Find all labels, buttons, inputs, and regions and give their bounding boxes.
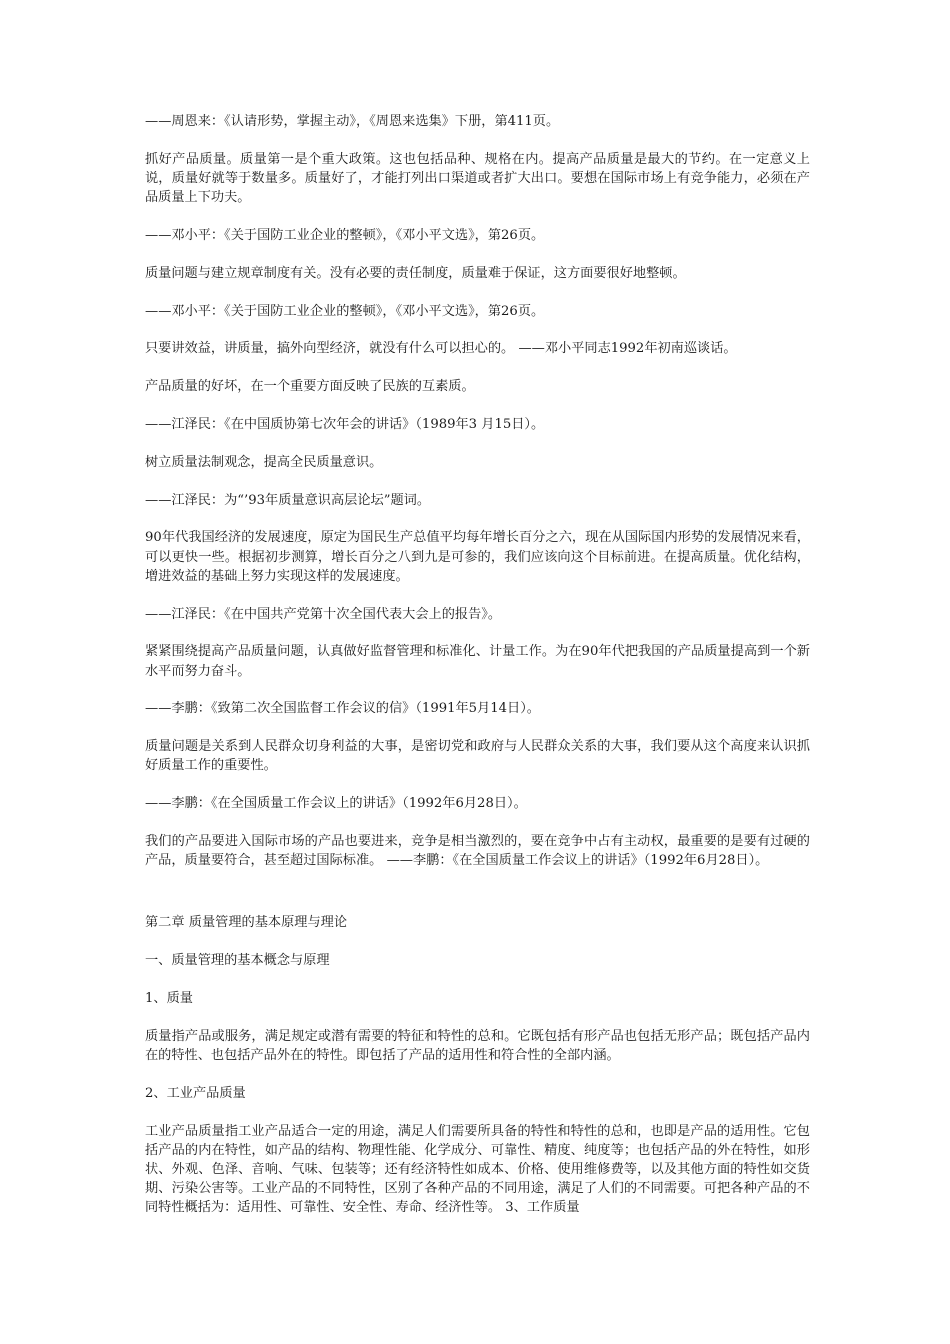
quote-attribution-deng-xiaoping: ——邓小平：《关于国防工业企业的整顿》，《邓小平文选》，第26页。 — [145, 228, 545, 243]
quote-text: 质量问题与建立规章制度有关。没有必要的责任制度，质量难于保证，这方面要很好地整顿。 — [145, 265, 686, 281]
quote-attribution-deng-xiaoping: ——邓小平：《关于国防工业企业的整顿》，《邓小平文选》，第26页。 — [145, 303, 545, 319]
subsection-text: 质量指产品或服务，满足规定或潜有需要的特征和特性的总和。它既包括有形产品也包括无形产品；既包括产品内在的特性、也包括产品外在的特性。即包括了产品的适用性和符合性的全部内涵。 — [145, 1028, 810, 1063]
subsection-title: 1、质量 — [145, 990, 193, 1006]
quote-attribution-jiang-zemin: ——江泽民：《在中国共产党第十次全国代表大会上的报告》。 — [145, 606, 502, 622]
quote-text: 抓好产品质量。质量第一是个重大政策。这也包括品种、规格在内。提高产品质量是最大的节约。在一定意义上说，质量好就等于数量多。质量好了，才能打列出口渠道或者扩大出口。要想在国际市场上有竞争能力，必须在产品质量上下功夫。 — [145, 151, 810, 206]
quote-attribution-jiang-zemin: ——江泽民：为“’93年质量意识高层论坛”题词。 — [145, 492, 431, 508]
quote-text: 树立质量法制观念，提高全民质量意识。 — [145, 454, 383, 470]
subsection-text: 工业产品质量指工业产品适合一定的用途，满足人们需要所具备的特性和特性的总和，也即是产品的适用性。它包括产品的内在特性，如产品的结构、物理性能、化学成分、可靠性、精度、纯度等；也包括产品的外在特性，如形状、外观、色泽、音响、气味、包装等；还有经济特性如成本、价格、使用维修费等，以及其他方面的特性如交货期、污染公害等。工业产品的不同特性，区别了各种产品的不同用途，满足了人们的不同需要。可把各种产品的不同特性概括为：适用性、可靠性、安全性、寿命、经济性等。 3、工作质量 — [145, 1123, 810, 1216]
quote-attribution-li-peng: ——李鹏：《致第二次全国监督工作会议的信》（1991年5月14日）。 — [145, 701, 540, 717]
quote-attribution-jiang-zemin: ——江泽民：《在中国质协第七次年会的讲话》（1989年3 月15日）。 — [145, 416, 545, 432]
quote-attribution-li-peng: ——李鹏：《在全国质量工作会议上的讲话》（1992年6月28日）。 — [145, 796, 527, 812]
quote-text: 质量问题是关系到人民群众切身利益的大事，是密切党和政府与人民群众关系的大事，我们要从这个高度来认识抓好质量工作的重要性。 — [145, 739, 810, 774]
section-title: 一、质量管理的基本概念与原理 — [145, 953, 330, 969]
subsection-title: 2、工业产品质量 — [145, 1085, 246, 1101]
quote-text: 紧紧围绕提高产品质量问题，认真做好监督管理和标准化、计量工作。为在90年代把我国的产品质量提高到一个新水平而努力奋斗。 — [145, 644, 810, 679]
quote-text: 我们的产品要进入国际市场的产品也要进来，竞争是相当激烈的，要在竞争中占有主动权，最重要的是要有过硬的产品，质量要符合，甚至超过国际标准。 ——李鹏：《在全国质量工作会议上的讲话》（1992年6月28日）。 — [145, 833, 810, 869]
document-page — [145, 112, 810, 1236]
chapter-title: 第二章 质量管理的基本原理与理论 — [145, 915, 348, 931]
quote-text: 90年代我国经济的发展速度，原定为国民生产总值平均每年增长百分之六，现在从国际国内形势的发展情况来看，可以更快一些。根据初步测算，增长百分之八到九是可参的，我们应该向这个目标前进。在提高质量。优化结构，增进效益的基础上努力实现这样的发展速度。 — [145, 530, 810, 584]
quote-attribution-zhou-enlai: ——周恩来：《认请形势，掌握主动》，《周恩来选集》下册，第411页。 — [145, 114, 560, 129]
quote-text: 只要讲效益，讲质量，搞外向型经济，就没有什么可以担心的。 ——邓小平同志1992年初南巡谈话。 — [145, 341, 737, 357]
quote-text: 产品质量的好坏，在一个重要方面反映了民族的互素质。 — [145, 379, 475, 395]
